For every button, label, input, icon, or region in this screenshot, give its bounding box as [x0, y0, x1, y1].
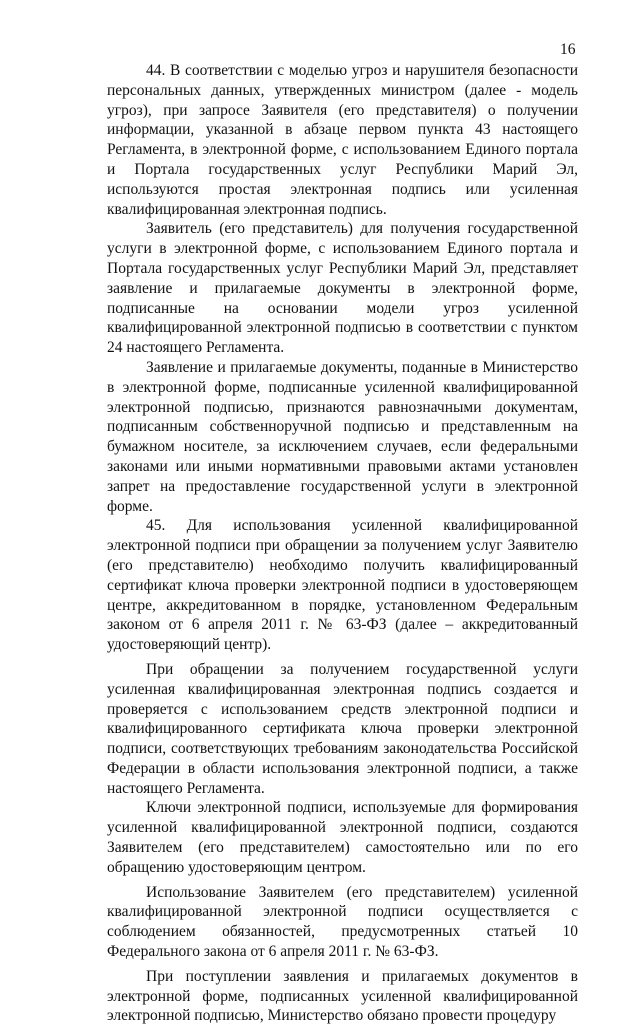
paragraph-signature-keys: Ключи электронной подписи, используемые для формирования усиленной квалифицированной электронной подписи, создаются Заявителем (его представителем) самостоятельно или по его обращению удостоверяющим центром.	[107, 799, 578, 876]
paragraph-applicant-submission: Заявитель (его представитель) для получения государственной услуги в электронной форме, с использованием Единого портала и Портала государственных услуг Республики Марий Эл, представляет заявление и прилагаемые документы в электронной форме, подписанные на основании модели угроз усиленной квалифицированной электронной подписью в соответствии с пунктом 24 настоящего Регламента.	[107, 220, 578, 357]
paragraph-44: 44. В соответствии с моделью угроз и нарушителя безопасности персональных данных, утвержденных министром (далее - модель угроз), при запросе Заявителя (его представителя) о получении информации, указанной в абзаце первом пункта 43 настоящего Регламента, в электронной форме, с использованием Единого портала и Портала государственных услуг Республики Марий Эл, используются простая электронная подпись или усиленная квалифицированная электронная подпись.	[107, 62, 578, 218]
paragraph-signature-usage: Использование Заявителем (его представителем) усиленной квалифицированной электронной подписи осуществляется с соблюдением обязанностей, предусмотренных статьей 10 Федерального закона от 6 апреля 2011 г. № 63-ФЗ.	[107, 883, 578, 961]
paragraph-signed-documents: Заявление и прилагаемые документы, поданные в Министерство в электронной форме, подписанные усиленной квалифицированной электронной подписью, признаются равнозначными документам, подписанным собственноручной подписью и представленным на бумажном носителе, за исключением случаев, если федеральными законами или иными нормативными правовыми актами установлен запрет на предоставление государственной услуги в электронной форме.	[107, 358, 578, 515]
paragraph-45: 45. Для использования усиленной квалифицированной электронной подписи при обращении за получением услуг Заявителю (его представителю) необходимо получить квалифицированный сертификат ключа проверки электронной подписи в удостоверяющем центре, аккредитованном в порядке, установленном Федеральным законом от 6 апреля 2011 г. № 63-ФЗ (далее – аккредитованный удостоверяющий центр).	[107, 517, 578, 654]
document-body	[107, 61, 578, 1026]
paragraph-verification-procedure: При поступлении заявления и прилагаемых документов в электронной форме, подписанных усиленной квалифицированной электронной подписью, Министерство обязано провести процедуру	[107, 967, 578, 1025]
page-number: 16	[560, 41, 576, 58]
paragraph-signature-creation: При обращении за получением государственной услуги усиленная квалифицированная электронная подпись создается и проверяется с использованием средств электронной подписи и квалифицированного сертификата ключа проверки электронной подписи, соответствующих требованиям законодательства Российской Федерации в области использования электронной подписи, а также настоящего Регламента.	[107, 660, 578, 797]
